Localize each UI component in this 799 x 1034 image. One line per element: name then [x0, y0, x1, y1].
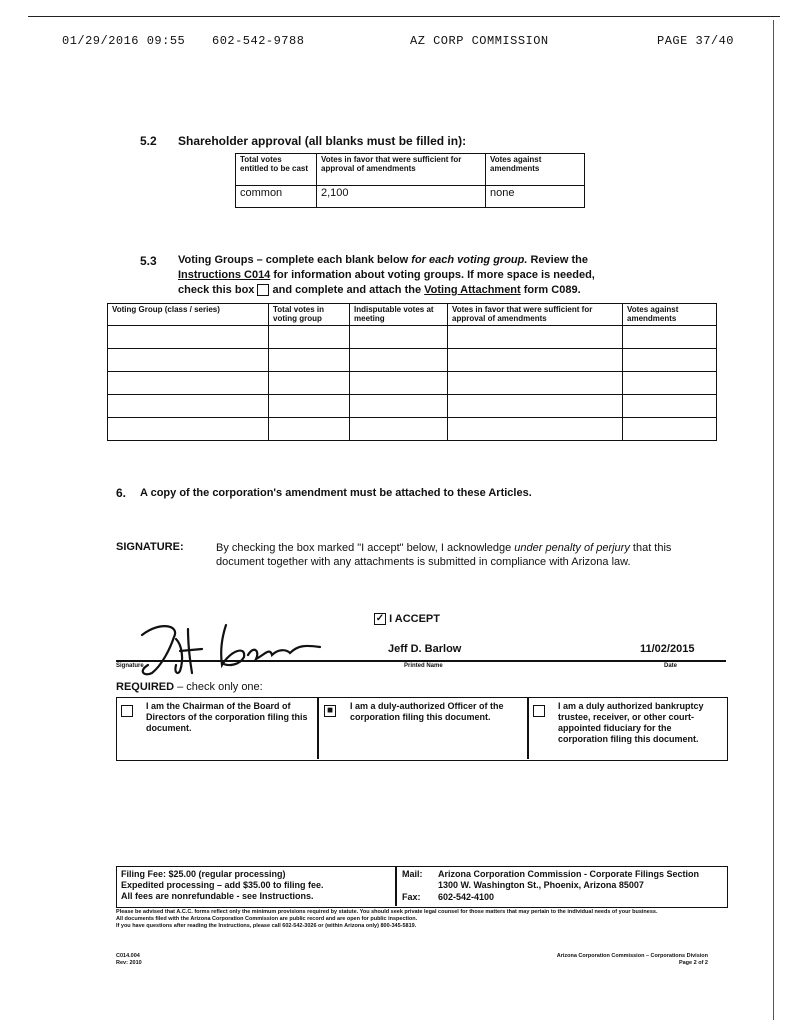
table-cell[interactable] [108, 372, 269, 395]
table-cell[interactable] [623, 326, 717, 349]
mail-line: 1300 W. Washington St., Phoenix, Arizona 85007 [438, 880, 644, 890]
required-divider [317, 697, 319, 759]
signature-statement [216, 541, 716, 569]
signature-caption: Signature [116, 663, 144, 669]
table-cell[interactable] [269, 349, 350, 372]
footer-note: All documents filed with the Arizona Corporation Commission are public record and are open for public inspection. [116, 916, 418, 922]
fax-page: PAGE 37/40 [657, 34, 735, 48]
footer-note: If you have questions after reading the Instructions, please call 602-542-3026 or (within Arizona only) 800-345-5819. [116, 923, 417, 929]
table-cell[interactable] [269, 372, 350, 395]
table-cell: 2,100 [317, 186, 486, 208]
trustee-option[interactable] [533, 702, 545, 720]
table-cell[interactable] [623, 372, 717, 395]
voting-groups-table [107, 303, 717, 441]
table-cell[interactable] [623, 395, 717, 418]
attach-text: and complete and attach the [272, 284, 422, 296]
table-cell: common [236, 186, 317, 208]
officer-text: I am a duly-authorized Officer of the corporation filing this document. [350, 701, 504, 722]
voting-groups-text: Voting Groups – complete each blank below [178, 254, 409, 266]
footer-divider [395, 866, 397, 906]
table-cell[interactable] [350, 395, 448, 418]
section-5-2-title: Shareholder approval (all blanks must be filled in): [178, 134, 467, 148]
instructions-link[interactable]: Instructions C014 [178, 269, 271, 281]
table-header: Indisputable votes at meeting [350, 304, 448, 326]
officer-option[interactable] [324, 702, 336, 720]
section-5-3-number: 5.3 [140, 254, 157, 268]
table-cell[interactable] [269, 326, 350, 349]
table-cell[interactable] [108, 349, 269, 372]
chairman-option[interactable] [121, 702, 133, 720]
fax-label: Fax: [402, 892, 421, 902]
fax-number: 602-542-4100 [438, 892, 495, 902]
more-space-checkbox[interactable] [257, 284, 269, 296]
fax-sender: AZ CORP COMMISSION [410, 34, 549, 48]
form-id: C014.004 [116, 953, 140, 959]
table-cell[interactable] [350, 372, 448, 395]
footer-notes [116, 909, 726, 930]
table-cell[interactable] [350, 418, 448, 441]
fee-line: All fees are nonrefundable - see Instructions. [121, 891, 314, 901]
trustee-checkbox[interactable] [533, 705, 545, 717]
required-rest: – check only one: [174, 681, 263, 693]
chairman-text: I am the Chairman of the Board of Directors of the corporation filing this document. [146, 701, 308, 733]
printed-name: Jeff D. Barlow [388, 643, 462, 655]
mail-address [438, 869, 699, 891]
fee-line: Expedited processing – add $35.00 to filing fee. [121, 880, 324, 890]
statement-b: that this document together with any attachments is submitted in compliance with Arizona law. [216, 542, 672, 568]
table-cell[interactable] [108, 395, 269, 418]
table-header: Votes against amendments [486, 154, 585, 186]
table-header: Total votes in voting group [269, 304, 350, 326]
voting-groups-end: Review the [530, 254, 588, 266]
signature-line [116, 660, 726, 662]
statement-a: By checking the box marked "I accept" below, I acknowledge [216, 542, 512, 554]
handwritten-signature [130, 615, 330, 682]
fax-phone: 602-542-9788 [212, 34, 305, 48]
table-cell[interactable] [623, 349, 717, 372]
accept-row[interactable] [374, 613, 440, 625]
signature-label: SIGNATURE: [116, 541, 184, 553]
table-header: Voting Group (class / series) [108, 304, 269, 326]
footer-note: Please be advised that A.C.C. forms reflect only the minimum provisions required by statute. You should seek private legal counsel for those matters that may pertain to the individual needs of your business. [116, 909, 658, 915]
page-of: Page 2 of 2 [678, 960, 708, 966]
table-header: Total votes entitled to be cast [236, 154, 317, 186]
trustee-text: I am a duly authorized bankruptcy trustee, receiver, or other court-appointed fiduciary for the corporation filing this document. [558, 701, 704, 744]
division-block [528, 953, 708, 967]
voting-attachment-link[interactable]: Voting Attachment [424, 284, 521, 296]
required-title: REQUIRED [116, 681, 175, 693]
statement-ital: under penalty of perjury [514, 542, 630, 554]
mail-label: Mail: [402, 869, 423, 879]
shareholder-approval-table [235, 153, 585, 208]
mail-line: Arizona Corporation Commission - Corporate Filings Section [438, 869, 700, 879]
accept-checkbox[interactable]: ✓ [375, 613, 385, 625]
table-header: Votes in favor that were sufficient for approval of amendments [317, 154, 486, 186]
table-cell[interactable] [448, 418, 623, 441]
table-cell[interactable] [448, 349, 623, 372]
section-5-3-text [178, 254, 658, 299]
fee-block [121, 869, 324, 902]
table-cell[interactable] [623, 418, 717, 441]
table-cell[interactable] [269, 418, 350, 441]
accept-label: I ACCEPT [389, 613, 440, 625]
printed-name-caption: Printed Name [404, 663, 443, 669]
table-cell[interactable] [269, 395, 350, 418]
date-caption: Date [664, 663, 678, 669]
table-cell[interactable] [448, 372, 623, 395]
signature-date: 11/02/2015 [640, 643, 695, 655]
table-cell[interactable] [108, 418, 269, 441]
table-header: Votes against amendments [623, 304, 717, 326]
table-cell[interactable] [350, 349, 448, 372]
form-text: form C089. [523, 284, 581, 296]
fax-datetime: 01/29/2016 09:55 [62, 34, 186, 48]
table-cell[interactable] [350, 326, 448, 349]
section-6-text: A copy of the corporation's amendment must be attached to these Articles. [140, 487, 532, 499]
chairman-checkbox[interactable] [121, 705, 133, 717]
form-id-block [116, 953, 142, 967]
required-divider [527, 697, 529, 759]
table-cell[interactable] [108, 326, 269, 349]
check-box-text: check this box [178, 284, 255, 296]
section-6-number: 6. [116, 486, 127, 500]
section-5-2-number: 5.2 [140, 134, 157, 148]
officer-checkbox[interactable]: ■ [324, 705, 336, 717]
form-rev: Rev: 2010 [116, 960, 142, 966]
table-cell: none [486, 186, 585, 208]
voting-groups-ital: for each voting group. [411, 254, 528, 266]
page-edge [773, 20, 774, 1020]
table-cell[interactable] [448, 326, 623, 349]
header-rule [28, 16, 780, 17]
fee-line: Filing Fee: $25.00 (regular processing) [121, 869, 286, 879]
required-heading [116, 681, 263, 693]
table-header: Votes in favor that were sufficient for approval of amendments [448, 304, 623, 326]
instructions-rest: for information about voting groups. If more space is needed, [273, 269, 595, 281]
division-name: Arizona Corporation Commission – Corporations Division [556, 953, 708, 959]
table-cell[interactable] [448, 395, 623, 418]
